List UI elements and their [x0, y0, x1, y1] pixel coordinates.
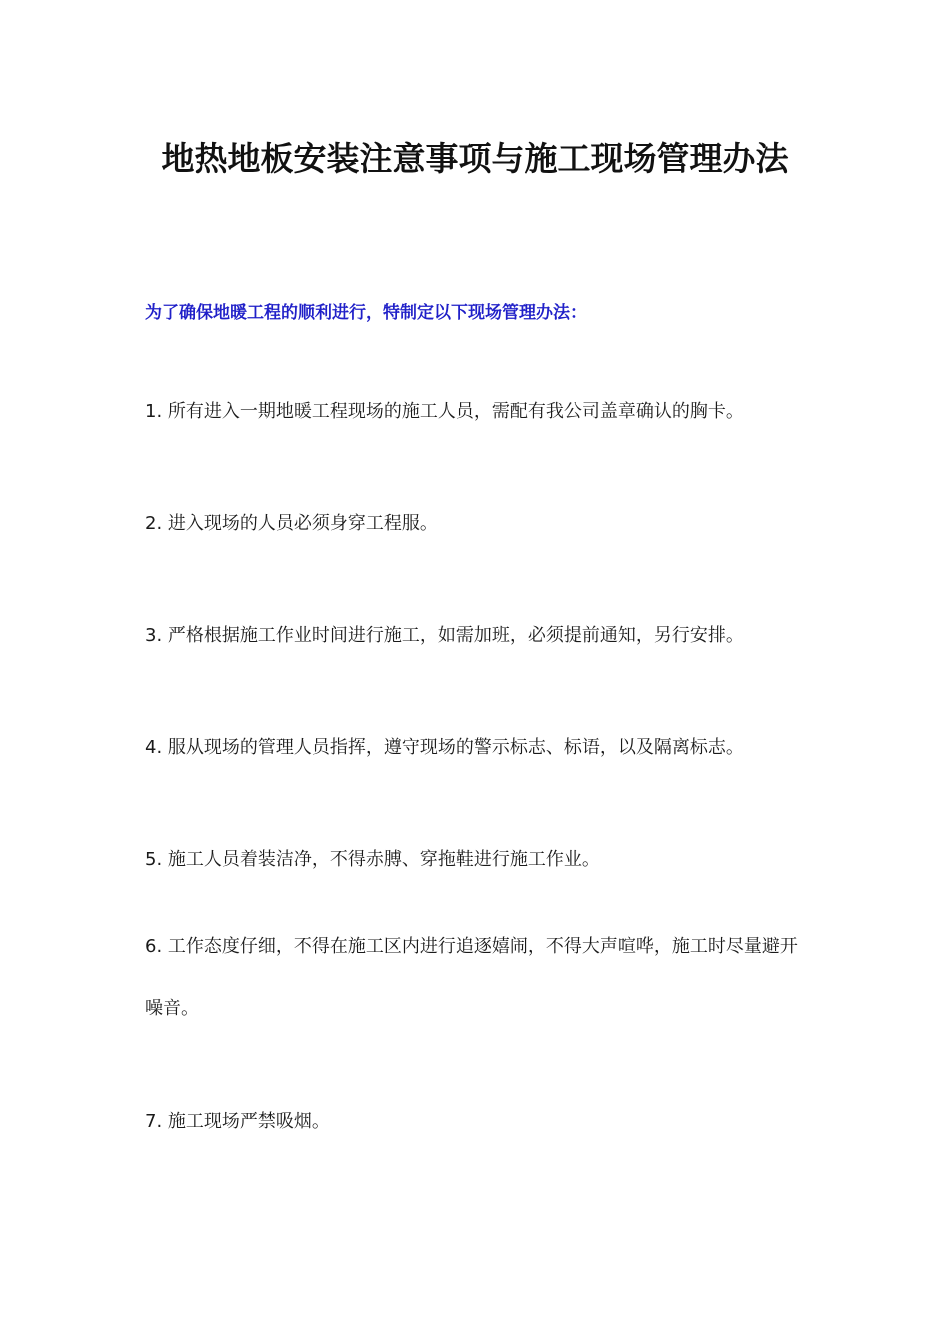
item-number: 5. [145, 849, 163, 870]
item-text: 所有进入一期地暖工程现场的施工人员，需配有我公司盖章确认的胸卡。 [167, 401, 744, 422]
item-number: 4. [145, 737, 163, 758]
item-text: 严格根据施工作业时间进行施工，如需加班，必须提前通知，另行安排。 [167, 625, 744, 646]
item-text: 服从现场的管理人员指挥，遵守现场的警示标志、标语，以及隔离标志。 [167, 737, 744, 758]
item-text: 工作态度仔细，不得在施工区内进行追逐嬉闹，不得大声喧哗，施工时尽量避开噪音。 [145, 936, 798, 1019]
document-title: 地热地板安装注意事项与施工现场管理办法 [161, 139, 789, 178]
list-item-5 [145, 829, 810, 891]
item-text: 进入现场的人员必须身穿工程服。 [167, 513, 438, 534]
item-number: 7. [145, 1111, 163, 1132]
list-item-1 [145, 381, 810, 443]
item-number: 1. [145, 401, 163, 422]
item-text: 施工现场严禁吸烟。 [167, 1111, 330, 1132]
item-number: 6. [145, 936, 163, 957]
list-item-6 [145, 916, 810, 1040]
list-item-4 [145, 717, 810, 779]
intro-paragraph: 为了确保地暖工程的顺利进行，特制定以下现场管理办法： [145, 303, 587, 323]
list-item-7 [145, 1091, 810, 1153]
item-number: 3. [145, 625, 163, 646]
item-number: 2. [145, 513, 163, 534]
item-text: 施工人员着装洁净，不得赤膊、穿拖鞋进行施工作业。 [167, 849, 600, 870]
list-item-3 [145, 605, 810, 667]
list-item-2 [145, 493, 810, 555]
